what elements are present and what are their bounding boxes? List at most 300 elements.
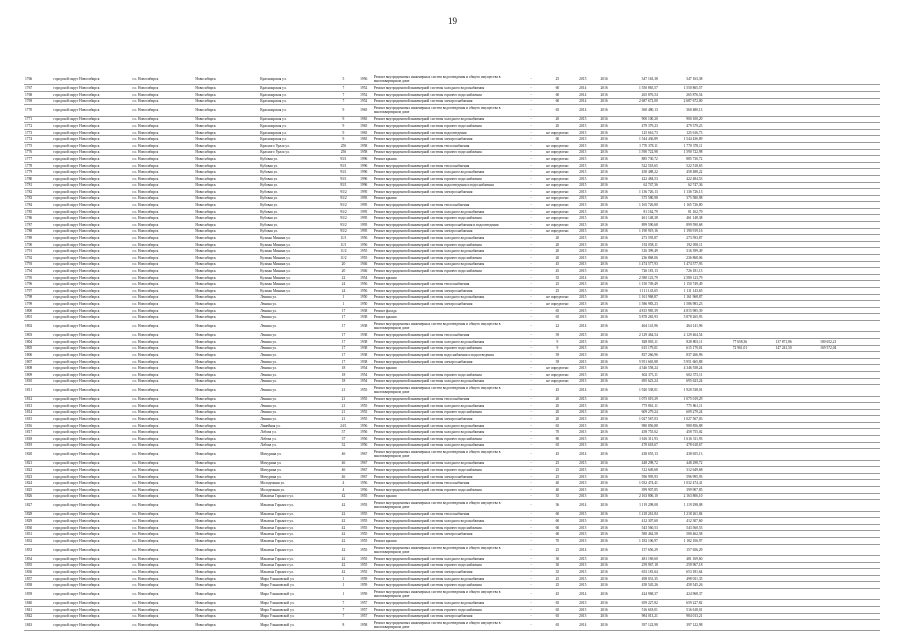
settlement-cell: г.о. Новосибирск — [131, 365, 194, 372]
city-cell: Новосибирск — [194, 105, 259, 116]
wear-cell: 39 — [543, 358, 571, 365]
extra-value-cell — [837, 493, 880, 500]
end-year-cell: 2016 — [594, 449, 614, 460]
year-cell: 1956 — [355, 235, 373, 242]
end-year-cell: 2016 — [594, 202, 614, 209]
table-row — [24, 149, 880, 156]
total-cost-cell: 125 616,73 — [614, 129, 659, 136]
wear-cell: 65 — [543, 606, 571, 613]
extra-value-cell — [703, 385, 748, 396]
extra-value-cell — [837, 301, 880, 308]
extra-value-cell — [837, 261, 880, 268]
start-year-cell: 2015 — [572, 255, 594, 262]
wear-cell: 60 — [543, 518, 571, 525]
start-year-cell: 2015 — [572, 569, 594, 576]
extra-value-cell — [748, 487, 793, 494]
work-type-cell: Ремонт внутридомовой инженерной системы горячего водоснабжения — [373, 562, 519, 569]
settlement-cell: г.о. Новосибирск — [131, 274, 194, 281]
cost-cell: 424 968,37 — [659, 588, 704, 599]
row-number: 1769 — [24, 98, 52, 105]
city-cell: Новосибирск — [194, 480, 259, 487]
total-cost-cell: 461 148,38 — [614, 215, 659, 222]
qty-cell: - — [519, 241, 543, 248]
extra-value-cell — [703, 473, 748, 480]
extra-value-cell — [793, 162, 838, 169]
settlement-cell: г.о. Новосибирск — [131, 396, 194, 403]
house-cell: 93/2 — [332, 222, 354, 229]
extra-value-cell — [837, 235, 880, 242]
district-cell: городской округ Новосибирск — [52, 600, 131, 607]
end-year-cell: 2016 — [594, 493, 614, 500]
qty-cell: - — [519, 281, 543, 288]
qty-cell: - — [519, 358, 543, 365]
city-cell: Новосибирск — [194, 301, 259, 308]
house-cell: 21 — [332, 385, 354, 396]
table-row — [24, 620, 880, 631]
qty-cell: - — [519, 555, 543, 562]
qty-cell: - — [519, 136, 543, 143]
extra-value-cell — [837, 123, 880, 130]
cost-cell: 522 518,65 — [659, 162, 704, 169]
start-year-cell: 2015 — [572, 460, 594, 467]
extra-value-cell — [703, 429, 748, 436]
settlement-cell: г.о. Новосибирск — [131, 332, 194, 339]
settlement-cell: г.о. Новосибирск — [131, 288, 194, 295]
extra-value-cell — [748, 235, 793, 242]
extra-value-cell — [793, 429, 838, 436]
cost-cell: 375 580,98 — [659, 195, 704, 202]
extra-value-cell — [703, 511, 748, 518]
house-cell: 17 — [332, 345, 354, 352]
settlement-cell: г.о. Новосибирск — [131, 480, 194, 487]
extra-value-cell — [748, 228, 793, 235]
city-cell: Новосибирск — [194, 162, 259, 169]
work-type-cell: Ремонт внутридомовой инженерной системы электроснабжения — [373, 136, 519, 143]
extra-value-cell — [703, 524, 748, 531]
table-row — [24, 403, 880, 410]
total-cost-cell: 5 878 265,93 — [614, 314, 659, 321]
cost-cell: 438 655,13 — [659, 449, 704, 460]
city-cell: Новосибирск — [194, 562, 259, 569]
house-cell: 1 — [332, 575, 354, 582]
extra-value-cell — [793, 129, 838, 136]
district-cell: городской округ Новосибирск — [52, 301, 131, 308]
extra-value-cell — [793, 156, 838, 163]
table-row — [24, 156, 880, 163]
extra-value-cell — [748, 449, 793, 460]
extra-value-cell — [837, 620, 880, 631]
total-cost-cell: 828 803,11 — [614, 338, 659, 345]
district-cell: городской округ Новосибирск — [52, 215, 131, 222]
wear-cell: не определено — [543, 371, 571, 378]
extra-value-cell — [837, 588, 880, 599]
total-cost-cell: 543 560,53 — [614, 524, 659, 531]
city-cell: Новосибирск — [194, 493, 259, 500]
street-cell: Кузьмы Минина ул. — [259, 261, 332, 268]
end-year-cell: 2016 — [594, 460, 614, 467]
cost-cell: 1 027 567,03 — [659, 416, 704, 423]
extra-value-cell — [793, 544, 838, 555]
settlement-cell: г.о. Новосибирск — [131, 281, 194, 288]
extra-value-cell — [748, 531, 793, 538]
start-year-cell: 2015 — [572, 436, 594, 443]
table-row — [24, 189, 880, 196]
cost-cell: 1 770 378,11 — [659, 142, 704, 149]
cost-cell: 412 307,60 — [659, 518, 704, 525]
settlement-cell: г.о. Новосибирск — [131, 123, 194, 130]
street-cell: Лобова ул. — [259, 429, 332, 436]
extra-value-cell — [837, 175, 880, 182]
wear-cell: не определено — [543, 365, 571, 372]
district-cell: городской округ Новосибирск — [52, 332, 131, 339]
extra-value-cell — [793, 436, 838, 443]
row-number: 1828 — [24, 511, 52, 518]
total-cost-cell: 422 484,53 — [614, 175, 659, 182]
total-cost-cell: 448 298,72 — [614, 460, 659, 467]
house-cell: 24/1 — [332, 422, 354, 429]
start-year-cell: 2015 — [572, 314, 594, 321]
work-type-cell: Ремонт внутридомовых инженерных систем водоотведения и общего имущества в многоквартирном доме — [373, 449, 519, 460]
start-year-cell: 2015 — [572, 345, 594, 352]
extra-value-cell — [748, 195, 793, 202]
qty-cell: - — [519, 189, 543, 196]
city-cell: Новосибирск — [194, 98, 259, 105]
qty-cell: - — [519, 403, 543, 410]
cost-cell: 900 100,20 — [659, 116, 704, 123]
work-type-cell: Ремонт внутридомовой инженерной системы горячего водоснабжения — [373, 268, 519, 275]
district-cell: городской округ Новосибирск — [52, 149, 131, 156]
extra-value-cell — [703, 149, 748, 156]
qty-cell: - — [519, 588, 543, 599]
settlement-cell: г.о. Новосибирск — [131, 518, 194, 525]
year-cell: 1955 — [355, 511, 373, 518]
end-year-cell: 2016 — [594, 222, 614, 229]
settlement-cell: г.о. Новосибирск — [131, 544, 194, 555]
cost-cell: 2 687 672,00 — [659, 98, 704, 105]
end-year-cell: 2016 — [594, 195, 614, 202]
house-cell: 37 — [332, 436, 354, 443]
settlement-cell: г.о. Новосибирск — [131, 301, 194, 308]
end-year-cell: 2016 — [594, 365, 614, 372]
work-type-cell: Ремонт внутридомовой инженерной системы холодного водоснабжения — [373, 261, 519, 268]
city-cell: Новосибирск — [194, 371, 259, 378]
work-type-cell: Ремонт внутридомовой инженерной системы холодного водоснабжения — [373, 403, 519, 410]
cost-cell: 837 266,96 — [659, 352, 704, 359]
work-type-cell: Ремонт внутридомовой инженерной системы электроснабжения — [373, 301, 519, 308]
year-cell: 1956 — [355, 436, 373, 443]
extra-value-cell — [748, 371, 793, 378]
qty-cell: - — [519, 613, 543, 620]
street-cell: Лобова ул. — [259, 442, 332, 449]
year-cell: 1996 — [355, 182, 373, 189]
house-cell: 46 — [332, 449, 354, 460]
total-cost-cell: 424 968,37 — [614, 588, 659, 599]
end-year-cell: 2016 — [594, 314, 614, 321]
cost-cell: 481 169,60 — [659, 555, 704, 562]
extra-value-cell — [703, 281, 748, 288]
table-row — [24, 255, 880, 262]
street-cell: Кузьмы Минина ул. — [259, 288, 332, 295]
extra-value-cell — [837, 222, 880, 229]
house-cell: 93/1 — [332, 175, 354, 182]
settlement-cell: г.о. Новосибирск — [131, 169, 194, 176]
extra-value-cell — [793, 241, 838, 248]
start-year-cell: 2015 — [572, 524, 594, 531]
total-cost-cell: 580 462,58 — [614, 531, 659, 538]
extra-value-cell — [748, 442, 793, 449]
house-cell: 4 — [332, 487, 354, 494]
year-cell: 1950 — [355, 294, 373, 301]
extra-value-cell — [703, 518, 748, 525]
row-number: 1819 — [24, 442, 52, 449]
extra-value-cell — [837, 195, 880, 202]
year-cell: 1938 — [355, 358, 373, 365]
extra-value-cell — [703, 500, 748, 511]
extra-value-cell — [703, 449, 748, 460]
row-number: 1798 — [24, 294, 52, 301]
start-year-cell: 2015 — [572, 235, 594, 242]
settlement-cell: г.о. Новосибирск — [131, 255, 194, 262]
row-number: 1780 — [24, 175, 52, 182]
end-year-cell: 2016 — [594, 358, 614, 365]
district-cell: городской округ Новосибирск — [52, 409, 131, 416]
settlement-cell: г.о. Новосибирск — [131, 136, 194, 143]
qty-cell: - — [519, 294, 543, 301]
table-row — [24, 74, 880, 85]
extra-value-cell — [793, 569, 838, 576]
wear-cell: 70 — [543, 537, 571, 544]
cost-cell: 1 544 436,89 — [659, 136, 704, 143]
extra-value-cell — [748, 222, 793, 229]
street-cell: Красноярская ул. — [259, 74, 332, 85]
house-cell: 93/2 — [332, 202, 354, 209]
year-cell: 1955 — [355, 255, 373, 262]
year-cell: 1955 — [355, 493, 373, 500]
street-cell: Ленина ул. — [259, 385, 332, 396]
table-row — [24, 562, 880, 569]
table-row — [24, 531, 880, 538]
settlement-cell: г.о. Новосибирск — [131, 142, 194, 149]
city-cell: Новосибирск — [194, 294, 259, 301]
district-cell: городской округ Новосибирск — [52, 385, 131, 396]
extra-value-cell — [748, 588, 793, 599]
extra-value-cell: 137 871,86 — [748, 338, 793, 345]
cost-cell: 980 856,88 — [659, 422, 704, 429]
start-year-cell: 2015 — [572, 358, 594, 365]
page-number: 19 — [448, 16, 457, 26]
total-cost-cell: 397 122,98 — [614, 620, 659, 631]
city-cell: Новосибирск — [194, 524, 259, 531]
city-cell: Новосибирск — [194, 531, 259, 538]
extra-value-cell — [703, 142, 748, 149]
table-row — [24, 524, 880, 531]
year-cell: 1995 — [355, 208, 373, 215]
house-cell: 46 — [332, 473, 354, 480]
start-year-cell: 2015 — [572, 136, 594, 143]
qty-cell: - — [519, 307, 543, 314]
year-cell: 1967 — [355, 473, 373, 480]
settlement-cell: г.о. Новосибирск — [131, 314, 194, 321]
year-cell: 1954 — [355, 378, 373, 385]
end-year-cell: 2016 — [594, 345, 614, 352]
end-year-cell: 2016 — [594, 569, 614, 576]
row-number: 1799 — [24, 301, 52, 308]
extra-value-cell — [748, 358, 793, 365]
extra-value-cell — [793, 116, 838, 123]
extra-value-cell: 169 572,04 — [793, 345, 838, 352]
table-row — [24, 544, 880, 555]
start-year-cell: 2015 — [572, 288, 594, 295]
table-row — [24, 467, 880, 474]
cost-cell: 2 163 806,10 — [659, 493, 704, 500]
row-number: 1825 — [24, 487, 52, 494]
settlement-cell: г.о. Новосибирск — [131, 156, 194, 163]
house-cell: 17 — [332, 332, 354, 339]
start-year-cell: 2015 — [572, 480, 594, 487]
street-cell: Кубовая ул. — [259, 195, 332, 202]
wear-cell: не определено — [543, 189, 571, 196]
extra-value-cell — [837, 562, 880, 569]
city-cell: Новосибирск — [194, 222, 259, 229]
street-cell: Максима Горького ул. — [259, 518, 332, 525]
work-type-cell: Ремонт крыши — [373, 493, 519, 500]
extra-value-cell — [837, 429, 880, 436]
wear-cell: 20 — [543, 403, 571, 410]
year-cell: 1965 — [355, 129, 373, 136]
extra-value-cell — [793, 98, 838, 105]
start-year-cell: 2015 — [572, 403, 594, 410]
start-year-cell: 2015 — [572, 307, 594, 314]
start-year-cell: 2015 — [572, 613, 594, 620]
total-cost-cell: 5 951 665,88 — [614, 358, 659, 365]
total-cost-cell: 1 032 474,41 — [614, 480, 659, 487]
city-cell: Новосибирск — [194, 307, 259, 314]
street-cell: Максима Горького ул. — [259, 511, 332, 518]
extra-value-cell — [703, 582, 748, 589]
wear-cell: 65 — [543, 600, 571, 607]
work-type-cell: Ремонт внутридомовой инженерной системы горячего водоснабжения — [373, 123, 519, 130]
year-cell: 1952 — [355, 85, 373, 92]
work-type-cell: Ремонт внутридомовой инженерной системы электроснабжения — [373, 98, 519, 105]
wear-cell: 35 — [543, 274, 571, 281]
street-cell: Красноярская ул. — [259, 116, 332, 123]
extra-value-cell — [703, 562, 748, 569]
district-cell: городской округ Новосибирск — [52, 85, 131, 92]
table-row — [24, 537, 880, 544]
table-row — [24, 493, 880, 500]
wear-cell: не определено — [543, 182, 571, 189]
city-cell: Новосибирск — [194, 537, 259, 544]
extra-value-cell — [748, 169, 793, 176]
total-cost-cell: 1 474 577,93 — [614, 261, 659, 268]
extra-value-cell — [837, 371, 880, 378]
table-row — [24, 222, 880, 229]
start-year-cell: 2015 — [572, 332, 594, 339]
cost-cell: 316 399,49 — [659, 248, 704, 255]
city-cell: Новосибирск — [194, 248, 259, 255]
end-year-cell: 2016 — [594, 105, 614, 116]
house-cell: 93/2 — [332, 195, 354, 202]
qty-cell: - — [519, 228, 543, 235]
city-cell: Новосибирск — [194, 338, 259, 345]
extra-value-cell — [837, 294, 880, 301]
total-cost-cell: 81 162,79 — [614, 208, 659, 215]
extra-value-cell — [703, 314, 748, 321]
start-year-cell: 2015 — [572, 195, 594, 202]
extra-value-cell — [703, 487, 748, 494]
year-cell: 1955 — [355, 562, 373, 569]
extra-value-cell — [703, 98, 748, 105]
wear-cell: 20 — [543, 241, 571, 248]
extra-value-cell — [837, 531, 880, 538]
extra-value-cell — [837, 136, 880, 143]
extra-value-cell — [748, 500, 793, 511]
row-number: 1773 — [24, 129, 52, 136]
extra-value-cell — [837, 91, 880, 98]
district-cell: городской округ Новосибирск — [52, 123, 131, 130]
table-row — [24, 600, 880, 607]
city-cell: Новосибирск — [194, 85, 259, 92]
end-year-cell: 2016 — [594, 378, 614, 385]
work-type-cell: Ремонт внутридомовой инженерной системы холодного водоснабжения — [373, 169, 519, 176]
extra-value-cell — [837, 228, 880, 235]
table-row — [24, 365, 880, 372]
street-cell: Максима Горького ул. — [259, 531, 332, 538]
extra-value-cell — [837, 365, 880, 372]
year-cell: 1954 — [355, 365, 373, 372]
extra-value-cell — [748, 385, 793, 396]
start-year-cell: 2015 — [572, 169, 594, 176]
table-row — [24, 480, 880, 487]
start-year-cell: 2015 — [572, 537, 594, 544]
house-cell: 46 — [332, 460, 354, 467]
end-year-cell: 2016 — [594, 98, 614, 105]
district-cell: городской округ Новосибирск — [52, 555, 131, 562]
extra-value-cell — [837, 281, 880, 288]
total-cost-cell: 615 179,01 — [614, 345, 659, 352]
qty-cell: - — [519, 105, 543, 116]
work-type-cell: Ремонт внутридомовой инженерной системы электроснабжения — [373, 416, 519, 423]
city-cell: Новосибирск — [194, 274, 259, 281]
city-cell: Новосибирск — [194, 91, 259, 98]
total-cost-cell: 157 656,29 — [614, 544, 659, 555]
year-cell: 1938 — [355, 320, 373, 331]
total-cost-cell: 458 755,02 — [614, 429, 659, 436]
cost-cell: 1 550 865,57 — [659, 85, 704, 92]
row-number: 1840 — [24, 600, 52, 607]
settlement-cell: г.о. Новосибирск — [131, 352, 194, 359]
work-type-cell: Ремонт внутридомовой инженерной системы теплоснабжения — [373, 281, 519, 288]
table-row — [24, 268, 880, 275]
table-row — [24, 358, 880, 365]
extra-value-cell — [703, 136, 748, 143]
district-cell: городской округ Новосибирск — [52, 569, 131, 576]
street-cell: Ленина ул. — [259, 403, 332, 410]
start-year-cell: 2015 — [572, 371, 594, 378]
year-cell: 1957 — [355, 606, 373, 613]
qty-cell: - — [519, 320, 543, 331]
table-row — [24, 332, 880, 339]
wear-cell: 65 — [543, 105, 571, 116]
extra-value-cell — [748, 429, 793, 436]
extra-value-cell — [748, 613, 793, 620]
cost-cell: 4 346 558,24 — [659, 365, 704, 372]
qty-cell: - — [519, 460, 543, 467]
extra-value-cell — [793, 352, 838, 359]
end-year-cell: 2016 — [594, 385, 614, 396]
cost-cell: 543 560,53 — [659, 524, 704, 531]
qty-cell: - — [519, 123, 543, 130]
